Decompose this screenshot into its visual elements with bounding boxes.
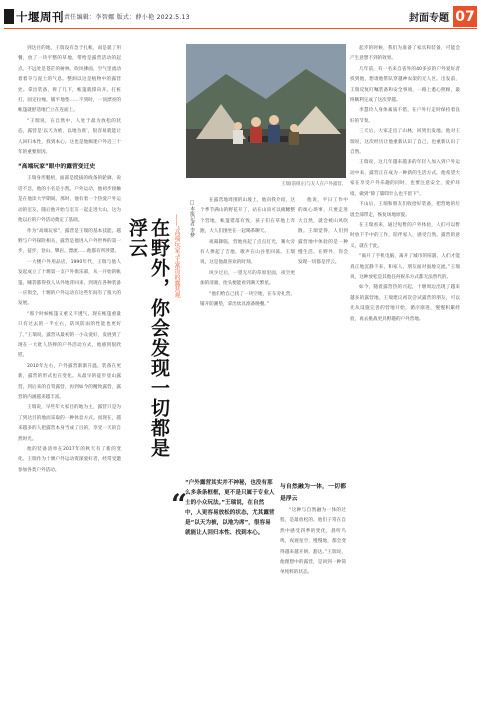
paragraph: “那个时候帐篷又重又不透气，现在帐篷重量只有过去的一半左右，防风防雨的性能也更好了。”王瑞说，露营从最初的一小众爱好，发展到了现在一大批人热捧的户外活动方式，他感到很欣慰。 (18, 311, 121, 359)
paragraph: 他说，平日工作中的烦心琐事，只要走进大自然，就会被山风吹散。王瑞觉得，人们到露营地中体验的是一种慢生活。在野外，你会发现一切都是浮云。 (298, 198, 348, 266)
paragraph: 下山后，王瑞和朋友们收拾好装备，把营地的垃圾全部带走，恢复场地原貌。 (350, 202, 460, 218)
paragraph: 风少过后，一望无尽的草原里面，夜空更加的清澈，抬头便能看到满天繁星。 (200, 270, 295, 287)
section-title: 封面专题 (409, 13, 449, 24)
headline-kicker: ——“高端玩家”王富贵的露营观 (173, 214, 180, 299)
camping-photo-illustration (186, 44, 346, 178)
page-header (4, 6, 477, 27)
paragraph: 李慧玲人身体素质不错，在户外行走时保持着良好的节奏。 (350, 108, 460, 124)
paragraph: “离开了手机电脑，离开了城市的喧嚣，人们才能真正地沉静下来，和家人、朋友面对面地交流。”王瑞说，这种放松是其他任何娱乐方式都无法替代的。 (350, 254, 460, 280)
paragraph: “这种与自然融为一体的过程，是最放松的。他们子常在自然中感受四季的变化，晨听鸟鸣，夜观星空，慢慢地，都会变得越来越开朗、豁达。”王瑞说，他理想中的露营，是回到一种简单纯粹的状态。 (280, 508, 346, 576)
page-number-badge: 07 (453, 6, 477, 27)
article-column-4 (350, 44, 460, 684)
paragraph: 起步的时候，我们为准备了家具和装备，可能会产生意想不到的效果。 (350, 46, 460, 62)
paragraph: 几年前，有一名来自省外的40多岁的户外爱好者找到他，想请他带队穿越神农架的无人区。出发前，王瑞反复叮嘱装备和安全事项，一路上悉心照顾，最终顺利完成了这次穿越。 (350, 66, 460, 104)
paragraph: 王瑞说，这几年越来越多的年轻人加入到户外运动中来，露营正在成为一种新的生活方式。他希望大家在享受户外乐趣的同时，也要注意安全，爱护环境，做到“除了脚印什么也不留下”。 (350, 160, 460, 197)
byline: □本报记者 李梦 (189, 200, 195, 238)
paragraph: 一大楼户外用品店，1990年代，王瑞与他人发起成立了十堰第一支户外俱乐部，从一开始的帐篷、睡袋都得找人从外地背回来，到现在各种装备一应俱全，十堰的户外运动在这些年间有了很大的发展。 (18, 259, 121, 307)
paragraph: 如今，随着露营热的兴起，十堰周边出现了越来越多的露营地。王瑞建议初次尝试露营的朋友，可以先从设施完善的营地开始，循序渐进，慢慢积累经验，再去挑战更具野趣的户外营地。 (350, 285, 460, 322)
masthead-mark (4, 9, 14, 24)
pull-quote: “户外露营其实并不神秘，也没有那么多条条框框，更不是只属于专业人士的小众玩法。”王瑞说，在自然中，人更容易放松的状态，尤其露营是“以天为被，以地为席”，很容易就能让人回归本性、找到本心。 (185, 480, 275, 536)
article-column-1 (18, 44, 121, 684)
paragraph: 王瑞身形魁梧，面部是挺拔的线条的轮廓，说话不急，他的小名是小凯。户外运动，他初步接触是在他读大学期间。那时，他有着一个热爱户外运动的室友，随后他开始与室友一起走进大山，这为他以后的户外活动奠定了基础。 (18, 176, 121, 224)
article-column-3 (298, 196, 348, 471)
paragraph: “王瑞说，在自然中，人处于最为放松的状态，露营是‘以天为被，以地为席’，很容易就能让人回归本性，找到本心。这也是他痴迷户外近三十年的重要原因。 (18, 118, 121, 156)
headline-title: 在野外，你会发现一切都是浮云 (126, 218, 170, 458)
paragraph: 在露营地周围的山坡上，他向我介绍，这个季节满山的野花开了，站在山顶可以俯瞰整个营地，帐篷错落有致，孩子们在草地上奔跑，大人们围坐在一起喝茶聊天。 (200, 198, 295, 235)
article-column-2 (200, 196, 295, 471)
masthead-title: 十堰周刊 (16, 9, 64, 24)
photo-caption: 王瑞(前排左)与友人在户外露营。 (281, 182, 346, 187)
subheading: 与自然融为一体，一切都是浮云 (280, 484, 346, 502)
masthead (4, 6, 64, 27)
paragraph: 夜幕降临，营地亮起了点点灯光，篝火旁有人弹起了吉他，歌声在山谷里回荡。王瑞说，这是他最喜欢的时刻。 (200, 239, 295, 266)
camping-photo (186, 44, 346, 178)
paragraph: 他的装备清单在2017年的秋天有了新的变化。王瑞作为十堰户外运动资深爱好者，经常受邀参加各类户外活动。 (18, 447, 121, 473)
article-column-2-lower (280, 478, 346, 684)
paragraph: 王瑞说，早些年大家目的地为主，露营只是为了到达目的地而采取的一种休息方式。而现在，越来越多的人把露营本身当成了目的，享受一天的自然时光。 (18, 405, 121, 442)
paragraph: 2010年左右，户外露营渐渐升温。装备在更新，露营的形式也在变化。从最早的徒步登山露营，到后来的自驾露营，再到如今的精致露营，露营的内涵越来越丰富。 (18, 363, 121, 400)
paragraph: 到达目的地，王瑞没有急于扎帐，而是就了用餐，放了一块平整的草地，带给是露营活动的起点。不远处是苍茫的树林，吹风拂面，空气里流动着着夺与泥土的气息。整洞以这是植物中的露营处。拿出装备，拆了几下，帐篷就撑向开。打桩打、固定拉绳、铺平地垫……不到时，一顶漂亮的帐篷就舒适地伫立在连面上。 (18, 46, 121, 114)
paragraph: 三天后，大家走出了山林，回到出发地。他对王瑞说，这次经历让他重新认识了自己，也重新认识了自然。 (350, 129, 460, 156)
header-rule (4, 28, 477, 29)
paragraph: 在王瑞看来，通过短暂的户外体验，人们可以暂时放下手中的工作，陪伴家人，感受自然。露营的意义，就在于此。 (350, 222, 460, 249)
paragraph: 作为“高端玩家”，露营是王瑞的基本技能。越野与户外探险相关，露营是他进入户外世界的第一步，徒步、登山、攀岩、漂流……他都有所涉猎。 (18, 228, 121, 255)
paragraph: “他们给自己找了一块空地，在车旁扎营，铺开防潮垫，拿出炊具准备晚餐。” (200, 291, 295, 308)
subheading: “高端玩家”眼中的露营变迁史 (18, 164, 96, 171)
quote-mark-icon: “ (171, 488, 188, 521)
editor-meta-line: 责任编辑：李智娜 版式：薛小艳 2022.5.13 (64, 14, 190, 21)
